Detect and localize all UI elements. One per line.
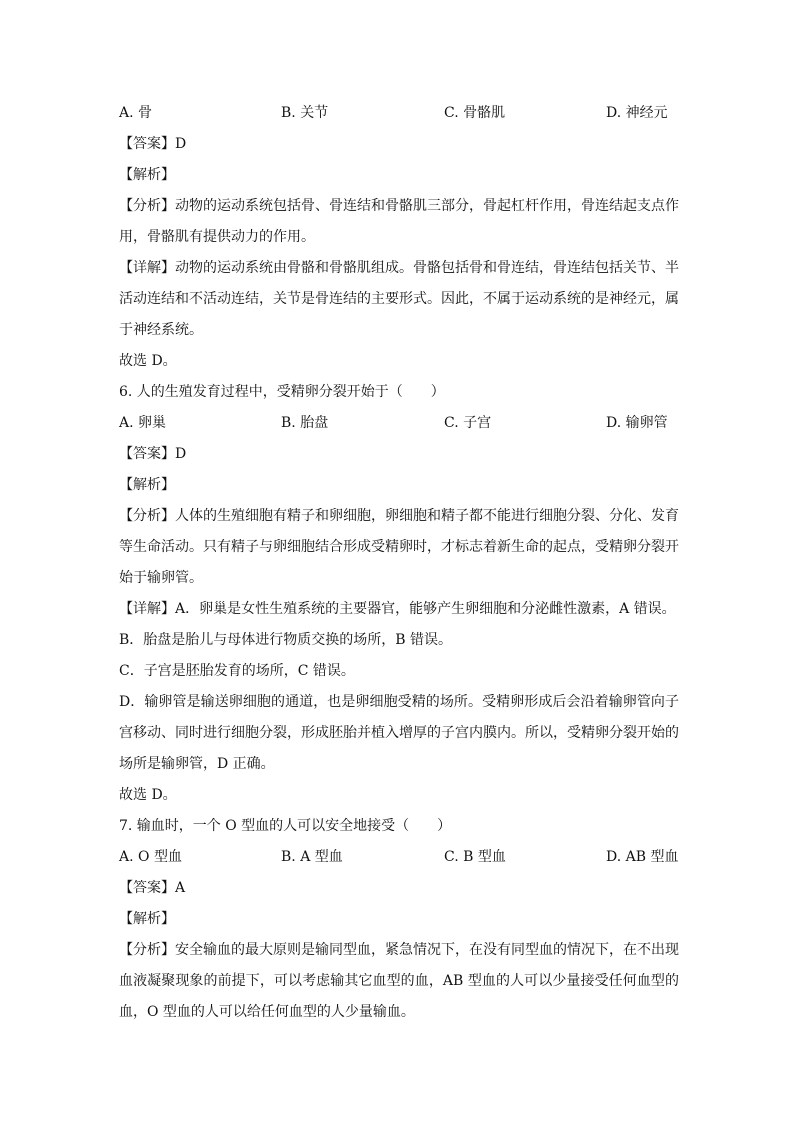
q5-option-b: B. 关节 bbox=[281, 105, 329, 121]
q6-stem: 6. 人的生殖发育过程中，受精卵分裂开始于（ ） bbox=[119, 384, 445, 400]
q5-answer: 【答案】D bbox=[119, 136, 187, 152]
q6-xiangjie-c: C．子宫是胚胎发育的场所，C 错误。 bbox=[119, 663, 355, 679]
q6-xiangjie-a: 【详解】A．卵巢是女性生殖系统的主要器官，能够产生卵细胞和分泌雌性激素，A 错误。 bbox=[119, 601, 676, 617]
q5-option-d: D. 神经元 bbox=[606, 105, 668, 121]
q5-option-a: A. 骨 bbox=[119, 105, 153, 121]
q7-analysis-label: 【解析】 bbox=[119, 911, 175, 927]
q6-xiangjie-d: D．输卵管是输送卵细胞的通道，也是卵细胞受精的场所。受精卵形成后会沿着输卵管向子宫移动、同时进行细胞分裂，形成胚胎并植入增厚的子宫内膜内。所以，受精卵分裂开始的场所是输卵管，D 正确。 bbox=[119, 694, 679, 772]
q7-option-c: C. B 型血 bbox=[444, 849, 506, 865]
q7-fenxi: 【分析】安全输血的最大原则是输同型血，紧急情况下，在没有同型血的情况下，在不出现血液凝聚现象的前提下，可以考虑输其它血型的血，AB 型血的人可以少量接受任何血型的血，O 型血的人可以给任何血型的人少量输血。 bbox=[119, 942, 679, 1020]
q6-options bbox=[119, 408, 679, 439]
q7-options bbox=[119, 842, 679, 873]
q5-fenxi: 【分析】动物的运动系统包括骨、骨连结和骨骼肌三部分，骨起杠杆作用，骨连结起支点作用，骨骼肌有提供动力的作用。 bbox=[119, 198, 679, 245]
q6-xiangjie-b: B．胎盘是胎儿与母体进行物质交换的场所，B 错误。 bbox=[119, 632, 453, 648]
q5-analysis-label: 【解析】 bbox=[119, 167, 175, 183]
q7-option-b: B. A 型血 bbox=[281, 849, 343, 865]
q5-option-c: C. 骨骼肌 bbox=[444, 105, 506, 121]
q5-conclusion: 故选 D。 bbox=[119, 353, 177, 369]
q5-options bbox=[119, 98, 679, 129]
q7-option-d: D. AB 型血 bbox=[606, 849, 679, 865]
q7-option-a: A. O 型血 bbox=[119, 849, 182, 865]
q6-answer: 【答案】D bbox=[119, 446, 187, 462]
q7-stem: 7. 输血时，一个 O 型血的人可以安全地接受（ ） bbox=[119, 818, 452, 834]
q6-option-c: C. 子宫 bbox=[444, 415, 492, 431]
q6-conclusion: 故选 D。 bbox=[119, 787, 177, 803]
q6-fenxi: 【分析】人体的生殖细胞有精子和卵细胞，卵细胞和精子都不能进行细胞分裂、分化、发育等生命活动。只有精子与卵细胞结合形成受精卵时，才标志着新生命的起点，受精卵分裂开始于输卵管。 bbox=[119, 508, 679, 586]
document-content bbox=[119, 98, 679, 1028]
q6-analysis-label: 【解析】 bbox=[119, 477, 175, 493]
q6-option-b: B. 胎盘 bbox=[281, 415, 329, 431]
q6-option-d: D. 输卵管 bbox=[606, 415, 668, 431]
q5-xiangjie: 【详解】动物的运动系统由骨骼和骨骼肌组成。骨骼包括骨和骨连结，骨连结包括关节、半活动连结和不活动连结，关节是骨连结的主要形式。因此，不属于运动系统的是神经元，属于神经系统。 bbox=[119, 260, 679, 338]
q7-answer: 【答案】A bbox=[119, 880, 186, 896]
q6-option-a: A. 卵巢 bbox=[119, 415, 167, 431]
